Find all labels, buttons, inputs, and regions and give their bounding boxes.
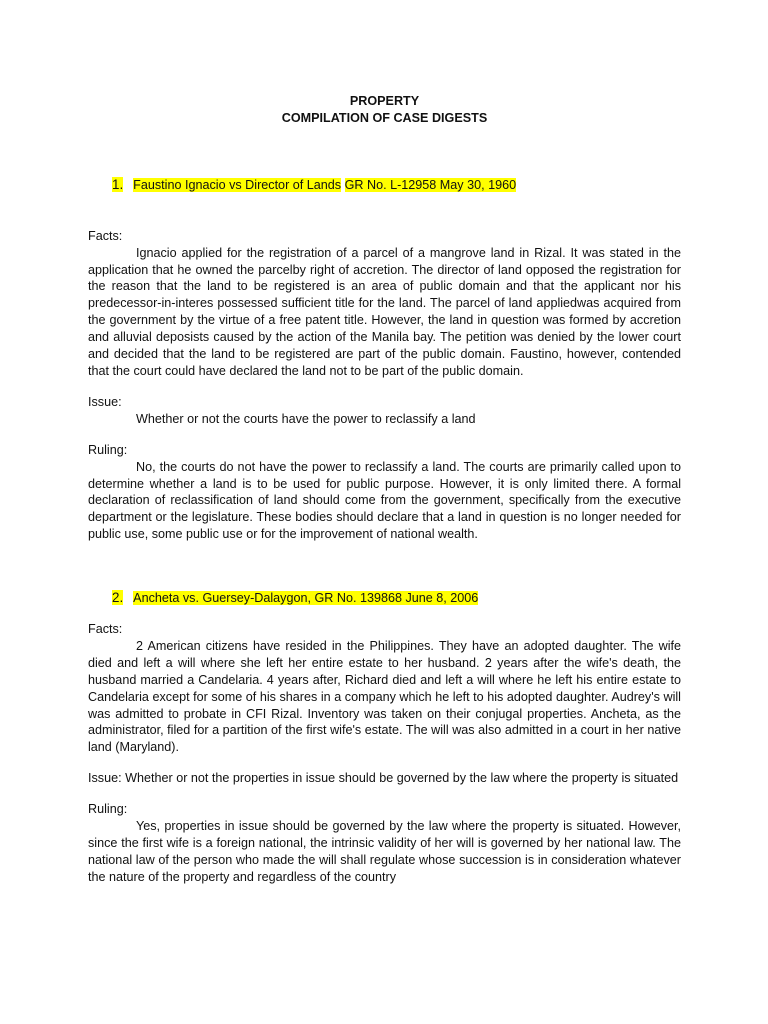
document-title: PROPERTY [349, 94, 420, 108]
case-2 [88, 590, 681, 886]
case-1-ruling-label: Ruling: [88, 442, 128, 457]
document-subtitle: COMPILATION OF CASE DIGESTS [281, 110, 488, 125]
case-1-facts-label: Facts: [88, 228, 123, 243]
case-2-facts-text: 2 American citizens have resided in the Philippines. They have an adopted daughter. The wife died and left a will where she left her entire estate to her husband. 2 years after the wife's death, the husband married a Candelaria. 4 years after, Richard died and left a will where he left his entire estate to Candelaria except for some of his shares in a company which he left to his adopted daughter. Audrey's will was admitted to probate in CFI Rizal. Inventory was taken on their conjugal properties. Ancheta, as the administrator, filed for a partition of the first wife's estate. The will was also admitted in a court in her native land (Maryland). [88, 638, 681, 755]
case-1-title: Faustino Ignacio vs Director of Lands [133, 177, 342, 192]
case-1 [88, 177, 681, 543]
case-2-ruling-label: Ruling: [88, 802, 128, 817]
case-2-heading [88, 590, 681, 607]
case-1-issue-label: Issue: [88, 394, 122, 409]
case-1-ruling-text: No, the courts do not have the power to reclassify a land. The courts are primarily called upon to determine whether a land is to be used for public purpose. However, it is only limited there. A formal declaration of reclassification of land should come from the government, specifically from the executive department or the legislature. These bodies should declare that a land in question is no longer needed for public use, some public use or for the improvement of national wealth. [88, 459, 681, 542]
case-1-heading [88, 177, 681, 194]
case-1-number: 1. [112, 176, 124, 192]
case-2-title: Ancheta vs. Guersey-Dalaygon, GR No. 139868 June 8, 2006 [133, 591, 479, 606]
case-1-facts-text: Ignacio applied for the registration of a parcel of a mangrove land in Rizal. It was stated in the application that he owned the parcelby right of accretion. The director of land opposed the registration for the reason that the land to be registered is an area of public domain and that the applicant nor his predecessor-in-interes possessed sufficient title for the land. The parcel of land appliedwas acquired from the government by the virtue of a free patent title. However, the land in question was formed by accretion and alluvial deposists caused by the action of the Manila bay. The petition was denied by the lower court and decided that the land to be registered are part of the public domain. Faustino, however, contended that the court could have declared the land not to be part of the public domain. [88, 245, 681, 378]
case-2-ruling-text: Yes, properties in issue should be governed by the law where the property is situated. However, since the first wife is a foreign national, the intrinsic validity of her will is governed by her national law. The national law of the person who made the will shall regulate whose succession is in consideration whatever the nature of the property and regardless of the country [88, 819, 681, 884]
case-2-facts-label: Facts: [88, 622, 123, 637]
case-2-issue-text: Issue: Whether or not the properties in issue should be governed by the law where the property is situated [88, 771, 679, 786]
case-1-citation: GR No. L-12958 May 30, 1960 [344, 177, 517, 192]
case-1-issue-text: Whether or not the courts have the power to reclassify a land [136, 411, 476, 426]
case-2-number: 2. [112, 590, 124, 606]
